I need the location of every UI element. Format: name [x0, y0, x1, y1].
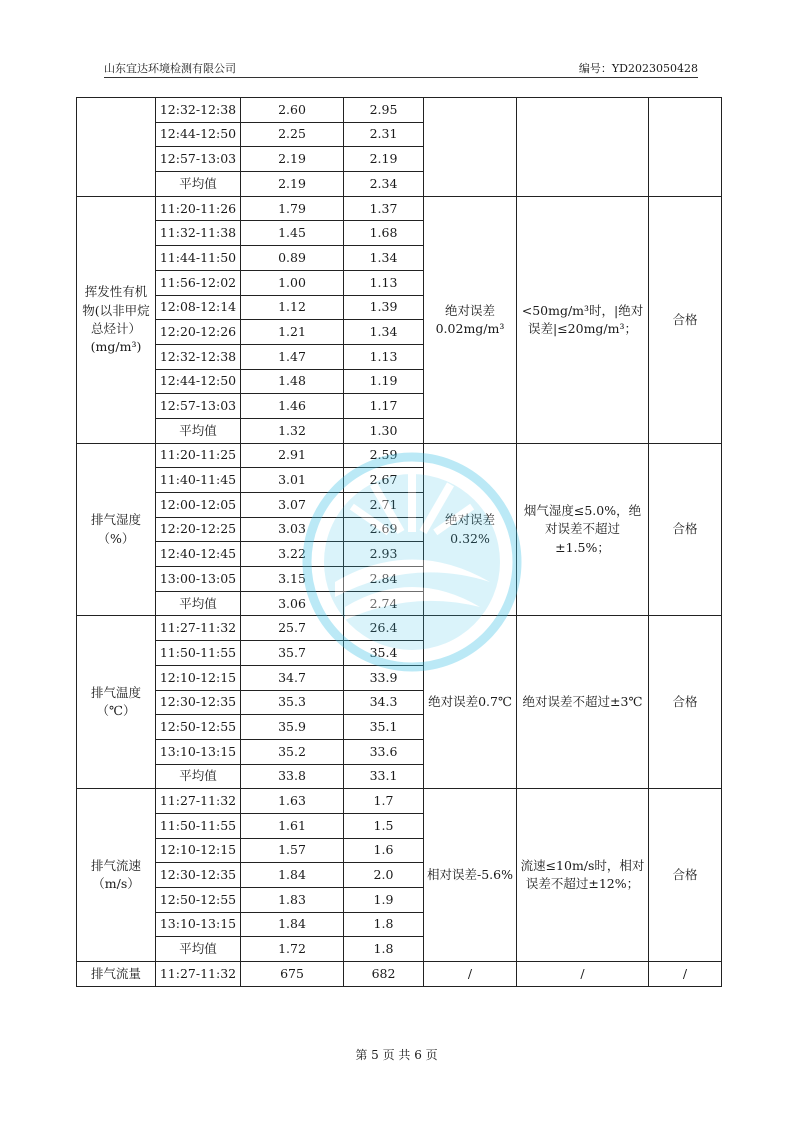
time-cell: 11:20-11:26 [156, 196, 241, 221]
company-name: 山东宜达环境检测有限公司 [104, 62, 236, 75]
measured-value-cell: 3.03 [241, 517, 344, 542]
reference-value-cell: 682 [344, 962, 424, 987]
result-cell: / [649, 962, 722, 987]
reference-value-cell: 1.8 [344, 937, 424, 962]
measured-value-cell: 1.83 [241, 888, 344, 913]
measured-value-cell: 1.46 [241, 394, 344, 419]
page-footer: 第 5 页 共 6 页 [355, 1048, 438, 1062]
result-cell [649, 98, 722, 197]
time-cell: 12:30-12:35 [156, 690, 241, 715]
measured-value-cell: 3.07 [241, 493, 344, 518]
time-cell: 12:10-12:15 [156, 838, 241, 863]
error-cell: 绝对误差0.7℃ [424, 616, 517, 789]
measured-value-cell: 2.19 [241, 172, 344, 197]
measured-value-cell: 35.2 [241, 739, 344, 764]
reference-value-cell: 1.34 [344, 246, 424, 271]
time-cell: 13:10-13:15 [156, 739, 241, 764]
time-cell: 12:57-13:03 [156, 147, 241, 172]
time-cell: 13:10-13:15 [156, 912, 241, 937]
reference-value-cell: 1.39 [344, 295, 424, 320]
report-number: 编号：YD2023050428 [578, 62, 698, 75]
time-cell: 11:50-11:55 [156, 813, 241, 838]
parameter-name-cell: 排气流速（m/s） [77, 789, 156, 962]
standard-cell: 绝对误差不超过±3℃ [517, 616, 649, 789]
measured-value-cell: 1.63 [241, 789, 344, 814]
measured-value-cell: 1.21 [241, 320, 344, 345]
time-cell: 12:20-12:25 [156, 517, 241, 542]
measured-value-cell: 1.84 [241, 912, 344, 937]
measured-value-cell: 2.19 [241, 147, 344, 172]
measured-value-cell: 1.00 [241, 270, 344, 295]
reference-value-cell: 2.19 [344, 147, 424, 172]
reference-value-cell: 2.67 [344, 468, 424, 493]
time-cell: 11:27-11:32 [156, 789, 241, 814]
measured-value-cell: 1.12 [241, 295, 344, 320]
reference-value-cell: 2.84 [344, 567, 424, 592]
time-cell: 11:27-11:32 [156, 962, 241, 987]
error-cell [424, 98, 517, 197]
parameter-name-cell: 排气温度（℃） [77, 616, 156, 789]
table-row [77, 789, 722, 814]
reference-value-cell: 2.95 [344, 98, 424, 123]
measured-value-cell: 675 [241, 962, 344, 987]
reference-value-cell: 1.9 [344, 888, 424, 913]
measured-value-cell: 1.61 [241, 813, 344, 838]
time-cell: 12:50-12:55 [156, 715, 241, 740]
measured-value-cell: 3.15 [241, 567, 344, 592]
measured-value-cell: 1.48 [241, 369, 344, 394]
time-cell: 平均值 [156, 764, 241, 789]
reference-value-cell: 2.74 [344, 591, 424, 616]
time-cell: 12:57-13:03 [156, 394, 241, 419]
reference-value-cell: 1.37 [344, 196, 424, 221]
time-cell: 11:20-11:25 [156, 443, 241, 468]
reference-value-cell: 1.17 [344, 394, 424, 419]
reference-value-cell: 1.7 [344, 789, 424, 814]
parameter-name-cell: 挥发性有机物(以非甲烷总烃计）(mg/m³) [77, 196, 156, 443]
time-cell: 平均值 [156, 172, 241, 197]
parameter-name-cell: 排气湿度（%） [77, 443, 156, 616]
measured-value-cell: 2.25 [241, 122, 344, 147]
time-cell: 12:08-12:14 [156, 295, 241, 320]
standard-cell [517, 98, 649, 197]
result-cell: 合格 [649, 789, 722, 962]
measured-value-cell: 1.45 [241, 221, 344, 246]
time-cell: 12:32-12:38 [156, 98, 241, 123]
comparison-table [76, 97, 722, 987]
measured-value-cell: 1.32 [241, 418, 344, 443]
error-cell: 绝对误差0.32% [424, 443, 517, 616]
time-cell: 12:20-12:26 [156, 320, 241, 345]
measured-value-cell: 3.22 [241, 542, 344, 567]
standard-cell: / [517, 962, 649, 987]
time-cell: 平均值 [156, 937, 241, 962]
reference-value-cell: 1.6 [344, 838, 424, 863]
reference-value-cell: 33.6 [344, 739, 424, 764]
reference-value-cell: 1.8 [344, 912, 424, 937]
reference-value-cell: 2.59 [344, 443, 424, 468]
measured-value-cell: 1.72 [241, 937, 344, 962]
reference-value-cell: 1.30 [344, 418, 424, 443]
result-cell: 合格 [649, 196, 722, 443]
header-divider [104, 77, 698, 78]
measured-value-cell: 1.57 [241, 838, 344, 863]
time-cell: 平均值 [156, 591, 241, 616]
error-cell: 绝对误差0.02mg/m³ [424, 196, 517, 443]
measured-value-cell: 3.01 [241, 468, 344, 493]
measured-value-cell: 2.91 [241, 443, 344, 468]
time-cell: 平均值 [156, 418, 241, 443]
table-row [77, 443, 722, 468]
reference-value-cell: 1.5 [344, 813, 424, 838]
reference-value-cell: 35.1 [344, 715, 424, 740]
measured-value-cell: 34.7 [241, 665, 344, 690]
standard-cell: 流速≤10m/s时，相对误差不超过±12%； [517, 789, 649, 962]
reference-value-cell: 2.71 [344, 493, 424, 518]
reference-value-cell: 33.9 [344, 665, 424, 690]
reference-value-cell: 34.3 [344, 690, 424, 715]
page-header [104, 60, 698, 78]
time-cell: 11:27-11:32 [156, 616, 241, 641]
measured-value-cell: 1.47 [241, 344, 344, 369]
time-cell: 11:50-11:55 [156, 641, 241, 666]
standard-cell: <50mg/m³时，|绝对误差|≤20mg/m³； [517, 196, 649, 443]
measured-value-cell: 0.89 [241, 246, 344, 271]
time-cell: 12:44-12:50 [156, 369, 241, 394]
table-row [77, 196, 722, 221]
time-cell: 11:32-11:38 [156, 221, 241, 246]
time-cell: 12:00-12:05 [156, 493, 241, 518]
table-row [77, 962, 722, 987]
result-cell: 合格 [649, 616, 722, 789]
reference-value-cell: 1.13 [344, 270, 424, 295]
time-cell: 12:32-12:38 [156, 344, 241, 369]
measured-value-cell: 2.60 [241, 98, 344, 123]
result-cell: 合格 [649, 443, 722, 616]
reference-value-cell: 1.13 [344, 344, 424, 369]
table-row [77, 616, 722, 641]
time-cell: 11:56-12:02 [156, 270, 241, 295]
measured-value-cell: 35.9 [241, 715, 344, 740]
table-row [77, 98, 722, 123]
time-cell: 12:40-12:45 [156, 542, 241, 567]
measured-value-cell: 35.7 [241, 641, 344, 666]
time-cell: 12:50-12:55 [156, 888, 241, 913]
parameter-name-cell [77, 98, 156, 197]
reference-value-cell: 1.68 [344, 221, 424, 246]
measured-value-cell: 35.3 [241, 690, 344, 715]
time-cell: 12:10-12:15 [156, 665, 241, 690]
reference-value-cell: 2.0 [344, 863, 424, 888]
reference-value-cell: 2.69 [344, 517, 424, 542]
reference-value-cell: 1.19 [344, 369, 424, 394]
time-cell: 12:30-12:35 [156, 863, 241, 888]
parameter-name-cell: 排气流量 [77, 962, 156, 987]
measured-value-cell: 25.7 [241, 616, 344, 641]
reference-value-cell: 2.31 [344, 122, 424, 147]
reference-value-cell: 2.93 [344, 542, 424, 567]
time-cell: 11:40-11:45 [156, 468, 241, 493]
measured-value-cell: 33.8 [241, 764, 344, 789]
standard-cell: 烟气湿度≤5.0%，绝对误差不超过±1.5%； [517, 443, 649, 616]
time-cell: 11:44-11:50 [156, 246, 241, 271]
reference-value-cell: 35.4 [344, 641, 424, 666]
error-cell: / [424, 962, 517, 987]
reference-value-cell: 26.4 [344, 616, 424, 641]
error-cell: 相对误差-5.6% [424, 789, 517, 962]
measured-value-cell: 3.06 [241, 591, 344, 616]
reference-value-cell: 2.34 [344, 172, 424, 197]
reference-value-cell: 33.1 [344, 764, 424, 789]
measured-value-cell: 1.84 [241, 863, 344, 888]
time-cell: 13:00-13:05 [156, 567, 241, 592]
measured-value-cell: 1.79 [241, 196, 344, 221]
reference-value-cell: 1.34 [344, 320, 424, 345]
time-cell: 12:44-12:50 [156, 122, 241, 147]
